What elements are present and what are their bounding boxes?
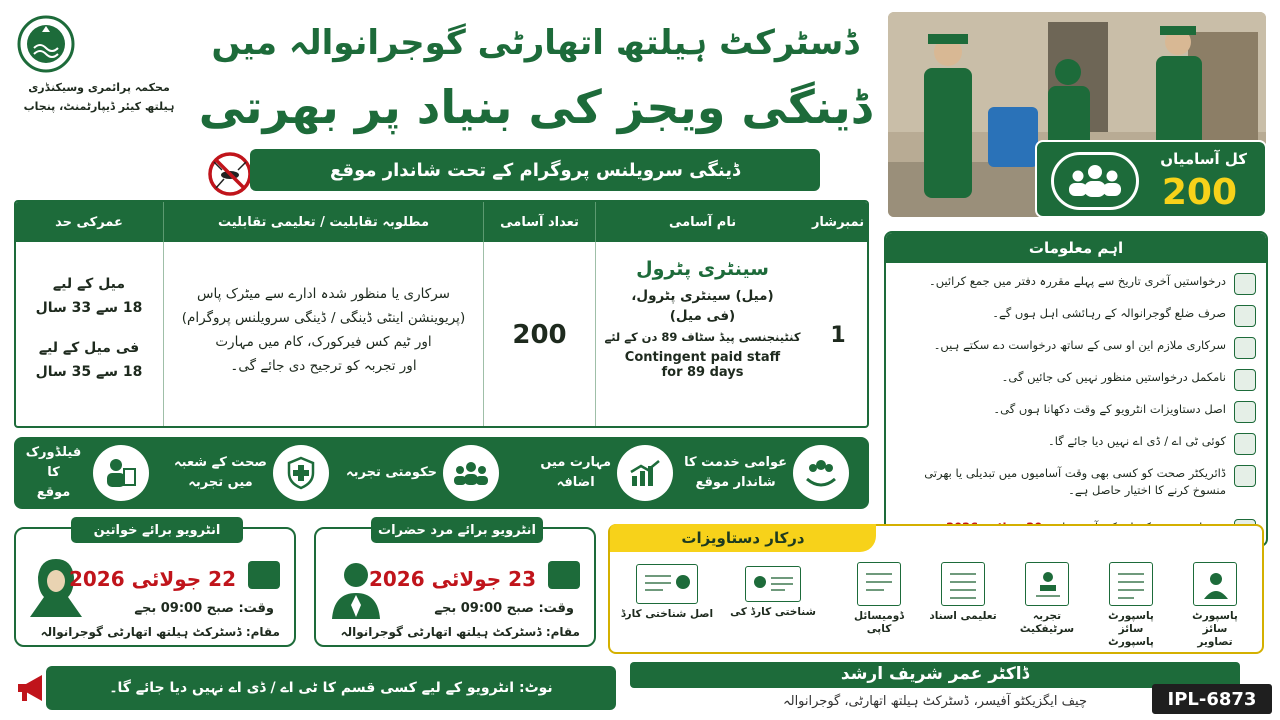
original-id-card-icon xyxy=(636,564,698,604)
signatory-designation: چیف ایگزیکٹو آفیسر، ڈسٹرکٹ ہیلتھ اتھارٹی، گوجرانوالہ xyxy=(782,694,1087,709)
document-item: تجربہ سرٹیفکیٹ xyxy=(1010,562,1084,642)
post-english-2: for 89 days xyxy=(661,365,744,380)
qualification-line-2: (پریوینشن اینٹی ڈینگی / ڈینگی سرویلنس پروگرام) xyxy=(181,310,466,326)
age-female-value: 18 سے 35 سال xyxy=(35,364,143,380)
document-item: تعلیمی اسناد xyxy=(926,562,1000,642)
subtitle-banner: ڈینگی سرویلنس پروگرام کے تحت شاندار موقع xyxy=(250,149,820,191)
info-heading: اہم معلومات xyxy=(886,233,1266,263)
cell-count xyxy=(483,242,595,428)
no-allowance-icon xyxy=(1234,433,1256,455)
calendar-icon xyxy=(248,561,280,589)
qualification-line-3: اور ٹیم کس فیرکورک، کام میں مہارت xyxy=(215,334,432,350)
info-item: کوئی ٹی اے / ڈی اے نہیں دیا جائے گا۔ xyxy=(892,433,1256,455)
interview-male-title: انٹرویو برائے مرد حضرات xyxy=(371,517,543,543)
megaphone-icon xyxy=(14,670,50,706)
header-post: نام آسامی xyxy=(595,202,809,242)
calendar-icon xyxy=(548,561,580,589)
benefit-item: فیلڈورک کا موقع xyxy=(14,445,149,501)
interview-male-time: وقت: صبح 09:00 بجے xyxy=(434,601,574,616)
punjab-logo xyxy=(14,14,184,164)
cell-post xyxy=(595,242,809,428)
page-title-line-2: ڈینگی ویجز کی بنیاد پر بھرتی xyxy=(198,80,872,134)
document-item: پاسپورٹ سائز تصاویر xyxy=(1178,562,1252,642)
certificate-icon xyxy=(1025,562,1069,606)
people-icon xyxy=(1234,337,1256,359)
post-line-3: کنٹینجنسی پیڈ سٹاف 89 دن کے لئے xyxy=(604,330,801,344)
post-title: سینٹری پٹرول xyxy=(636,258,769,280)
id-card-icon xyxy=(745,566,801,602)
team-icon xyxy=(443,445,499,501)
edit-icon xyxy=(1234,369,1256,391)
group-icon xyxy=(1051,152,1139,210)
service-icon xyxy=(793,445,849,501)
document-item: ڈومیسائل کاپی xyxy=(842,562,916,642)
benefit-item: حکومتی تجربہ xyxy=(340,445,499,501)
header-sr: نمبرشار xyxy=(809,202,867,242)
header-qualification: مطلوبہ تقابلیت / تعلیمی تقابلیت xyxy=(163,202,483,242)
passport-form-icon xyxy=(1109,562,1153,606)
signatory-name: ڈاکٹر عمر شریف ارشد xyxy=(840,664,1030,684)
education-document-icon xyxy=(941,562,985,606)
age-male-value: 18 سے 33 سال xyxy=(35,300,143,316)
interview-female-date: 22 جولائی 2026 xyxy=(68,567,236,591)
interview-female-place: مقام: ڈسٹرکٹ ہیلتھ اتھارٹی گوجرانوالہ xyxy=(40,625,280,639)
document-icon xyxy=(1234,305,1256,327)
post-english-1: Contingent paid staff xyxy=(624,350,781,365)
info-item: سرکاری ملازم این او سی کے ساتھ درخواست دے سکتے ہیں۔ xyxy=(892,337,1256,359)
cell-sr xyxy=(809,242,867,428)
documents-title: درکار دستاویزات xyxy=(610,524,876,552)
punjab-seal-icon xyxy=(14,14,78,74)
benefit-item: عوامی خدمت کا شاندار موقع xyxy=(678,445,849,501)
interview-female-title: انٹرویو برائے خواتین xyxy=(71,517,243,543)
health-shield-icon xyxy=(273,445,329,501)
photo-icon xyxy=(1193,562,1237,606)
interview-male-place: مقام: ڈسٹرکٹ ہیلتھ اتھارٹی گوجرانوالہ xyxy=(340,625,580,639)
info-item: درخواستیں آخری تاریخ سے پہلے مقررہ دفتر میں جمع کرائیں۔ xyxy=(892,273,1256,295)
qualification-line-1: سرکاری یا منظور شدہ ادارے سے میٹرک پاس xyxy=(197,286,450,302)
info-item: اصل دستاویزات انٹرویو کے وقت دکھانا ہوں گی۔ xyxy=(892,401,1256,423)
interview-female-time: وقت: صبح 09:00 بجے xyxy=(134,601,274,616)
post-line-2: (فی میل) xyxy=(669,308,736,324)
document-item: اصل شناختی کارڈ xyxy=(614,562,720,642)
document-item: شناختی کارڈ کی xyxy=(724,562,822,642)
benefit-item: مہارت میں اضافہ xyxy=(534,445,673,501)
header-age: عمرکی حد xyxy=(14,202,163,242)
check-icon xyxy=(1234,465,1256,487)
clipboard-icon xyxy=(1234,273,1256,295)
cell-qualification xyxy=(163,242,483,428)
document-item: پاسپورٹ سائز پاسپورٹ xyxy=(1094,562,1168,642)
reference-code: IPL-6873 xyxy=(1152,684,1272,714)
info-item: ڈائریکٹر صحت کو کسی بھی وقت آسامیوں میں تبدیلی یا بھرتی منسوخ کرنے کا اختیار حاصل ہے۔ xyxy=(892,465,1256,499)
important-info-panel xyxy=(884,231,1268,547)
benefits-bar xyxy=(14,437,869,509)
sr-value: 1 xyxy=(830,322,846,348)
department-line-1: محکمہ پرائمری وسیکنڈری xyxy=(28,81,170,94)
header-count: تعداد آسامی xyxy=(483,202,595,242)
department-line-2: ہیلتھ کیئر ڈیپارٹمنٹ، پنجاب xyxy=(23,100,175,113)
total-posts-badge xyxy=(1035,140,1267,218)
interview-card-male xyxy=(314,522,596,647)
domicile-icon xyxy=(857,562,901,606)
fieldwork-icon xyxy=(93,445,149,501)
age-female-label: فی میل کے لیے xyxy=(38,340,140,356)
vacancy-table xyxy=(14,200,869,428)
signatory-block xyxy=(630,660,1240,720)
post-line-1: (میل) سینٹری پٹرول، xyxy=(631,288,774,304)
interview-male-date: 23 جولائی 2026 xyxy=(368,567,536,591)
info-item: صرف ضلع گوجرانوالہ کے رہائشی اہل ہوں گے۔ xyxy=(892,305,1256,327)
total-posts-count: 200 xyxy=(1161,172,1237,213)
interview-card-female xyxy=(14,522,296,647)
info-item: نامکمل درخواستیں منظور نہیں کی جائیں گی۔ xyxy=(892,369,1256,391)
benefit-item: صحت کے شعبہ میں تجربہ xyxy=(168,445,329,501)
count-value: 200 xyxy=(512,320,567,350)
page-title-line-1: ڈسٹرکٹ ہیلتھ اتھارٹی گوجرانوالہ میں xyxy=(211,22,859,63)
growth-icon xyxy=(617,445,673,501)
qualification-line-4: اور تجربہ کو ترجیح دی جائے گی۔ xyxy=(230,358,417,374)
id-card-icon xyxy=(1234,401,1256,423)
note-banner: نوٹ: انٹرویو کے لیے کسی قسم کا ٹی اے / ڈی اے نہیں دیا جائے گا۔ xyxy=(46,666,616,710)
age-male-label: میل کے لیے xyxy=(52,276,126,292)
total-posts-label: کل آسامیاں xyxy=(1160,150,1247,168)
cell-age xyxy=(14,242,163,428)
